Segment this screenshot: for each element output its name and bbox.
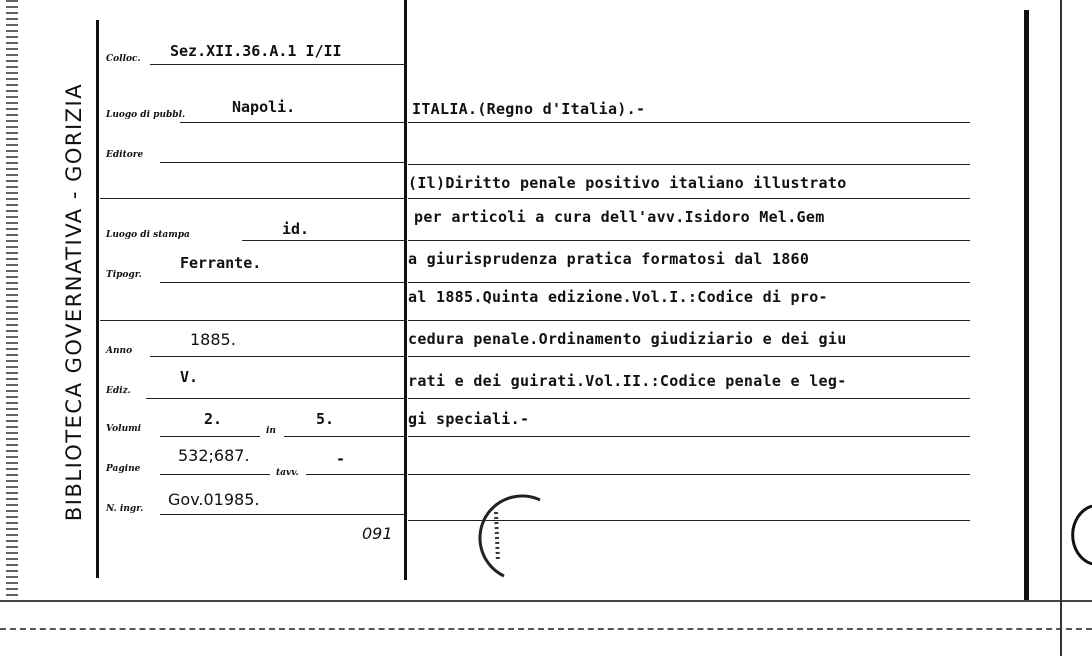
tavole-line (306, 474, 404, 475)
tipogr-label: Tipogr. (106, 270, 142, 280)
pagine-line (160, 474, 270, 475)
ingr-label: N. ingr. (106, 504, 144, 514)
editore-line-2 (100, 198, 404, 199)
title-line-4: al 1885.Quinta edizione.Vol.I.:Codice di pro- (408, 288, 828, 306)
luogo-pubbl-line (180, 122, 404, 123)
adjacent-card-hole (1064, 500, 1092, 570)
title-line-6: rati e dei guirati.Vol.II.:Codice penale e leg- (408, 372, 847, 390)
luogo-pubbl-label: Luogo di pubbl. (106, 110, 186, 120)
pagine-label: Pagine (106, 464, 141, 474)
library-name: BIBLIOTECA GOVERNATIVA - GORIZIA (62, 82, 86, 522)
margin-note: 091 (362, 524, 393, 543)
bottom-edge-line (0, 600, 1092, 602)
volumi-line (160, 436, 260, 437)
ingr-line (160, 514, 404, 515)
title-line-1: (Il)Diritto penale positivo italiano illustrato (408, 174, 847, 192)
right-line-8 (408, 398, 970, 399)
right-line-2 (408, 164, 970, 165)
tavole-label: tavv. (276, 468, 299, 478)
left-column-rule (96, 20, 99, 578)
volumi-in-line (284, 436, 404, 437)
right-line-7 (408, 356, 970, 357)
title-line-7: gi speciali.- (408, 410, 530, 428)
right-line-3 (408, 198, 970, 199)
title-line-3: a giurisprudenza pratica formatosi dal 1860 (408, 250, 810, 268)
right-line-10 (408, 474, 970, 475)
ediz-label: Ediz. (106, 386, 131, 396)
card-heading: ITALIA.(Regno d'Italia).- (412, 100, 646, 118)
blank-line-1 (100, 320, 404, 321)
luogo-stampa-label: Luogo di stampa (106, 230, 190, 240)
title-line-5: cedura penale.Ordinamento giudiziario e dei giu (408, 330, 847, 348)
right-line-1 (408, 122, 970, 123)
ediz-line (146, 398, 404, 399)
title-line-2: per articoli a cura dell'avv.Isidoro Mel.Gem (414, 208, 825, 226)
editore-label: Editore (106, 150, 144, 160)
center-column-rule (404, 0, 407, 580)
ingr-value: Gov.01985. (168, 490, 260, 509)
luogo-stampa-value: id. (282, 220, 310, 238)
right-card-edge (1024, 10, 1029, 600)
colloc-value: Sez.XII.36.A.1 I/II (170, 42, 342, 60)
volumi-in-label: in (266, 426, 276, 436)
right-line-4 (408, 240, 970, 241)
anno-value: 1885. (190, 330, 236, 349)
ediz-value: V. (180, 368, 199, 386)
adjacent-card-edge (1060, 0, 1062, 656)
luogo-pubbl-value: Napoli. (232, 98, 296, 116)
right-line-9 (408, 436, 970, 437)
pagine-value: 532;687. (178, 446, 250, 465)
volumi-value: 2. (204, 410, 223, 428)
tavole-value: - (336, 450, 346, 468)
colloc-label: Colloc. (106, 54, 141, 64)
colloc-line (150, 64, 404, 65)
circular-stamp (470, 492, 580, 588)
tipogr-line (160, 282, 404, 283)
card-edge-perforation (6, 0, 18, 600)
volumi-in-value: 5. (316, 410, 335, 428)
library-stamp-vertical (44, 72, 104, 532)
volumi-label: Volumi (106, 424, 142, 434)
right-line-6 (408, 320, 970, 321)
anno-line (150, 356, 404, 357)
tipogr-value: Ferrante. (180, 254, 262, 272)
luogo-stampa-line (242, 240, 404, 241)
right-line-5 (408, 282, 970, 283)
anno-label: Anno (106, 346, 133, 356)
bottom-dashed-line (0, 628, 1092, 630)
editore-line (160, 162, 404, 163)
